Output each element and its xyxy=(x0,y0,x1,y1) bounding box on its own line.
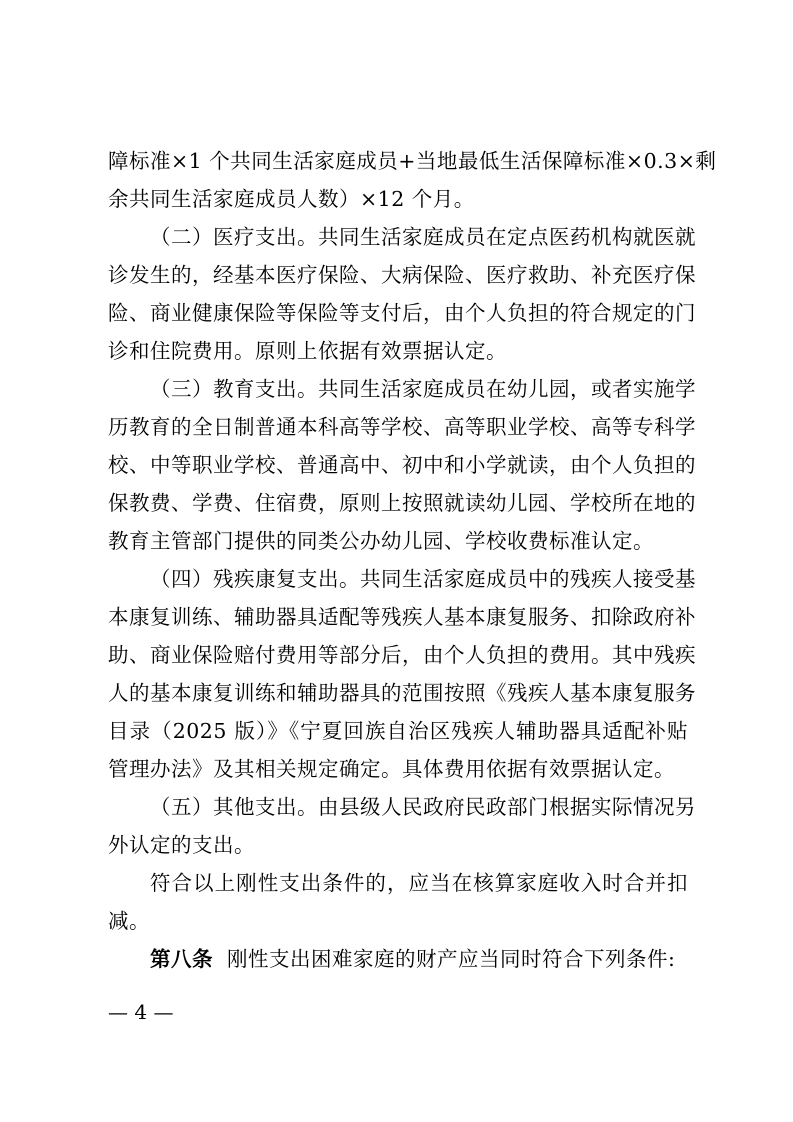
paragraph-education-line: （三）教育支出。共同生活家庭成员在幼儿园，或者实施学 xyxy=(150,377,696,401)
text-line: 余共同生活家庭成员人数）×12 个月。 xyxy=(108,187,475,211)
text-line: 诊发生的，经基本医疗保险、大病保险、医疗救助、补充医疗保 xyxy=(108,263,696,287)
article-heading: 第八条 xyxy=(150,947,213,971)
text-line: 诊和住院费用。原则上依据有效票据认定。 xyxy=(108,339,507,363)
text-line: 障标准×1 个共同生活家庭成员+当地最低生活保障标准×0.3×剩 xyxy=(108,149,717,173)
text-line: 助、商业保险赔付费用等部分后，由个人负担的费用。其中残疾 xyxy=(108,643,696,667)
paragraph-medical-line: （二）医疗支出。共同生活家庭成员在定点医药机构就医就 xyxy=(150,225,696,249)
page-number: — 4 — xyxy=(108,1000,174,1024)
article-text: 刚性支出困难家庭的财产应当同时符合下列条件: xyxy=(227,947,676,971)
paragraph-disability-line: （四）残疾康复支出。共同生活家庭成员中的残疾人接受基 xyxy=(150,567,696,591)
text-line: 外认定的支出。 xyxy=(108,833,255,857)
text-line: 保教费、学费、住宿费，原则上按照就读幼儿园、学校所在地的 xyxy=(108,491,696,515)
text-line: 减。 xyxy=(108,909,150,933)
paragraph-other-line: （五）其他支出。由县级人民政府民政部门根据实际情况另 xyxy=(150,795,696,819)
text-line: 目录（2025 版）》《宁夏回族自治区残疾人辅助器具适配补贴 xyxy=(108,719,688,743)
text-line: 教育主管部门提供的同类公办幼儿园、学校收费标准认定。 xyxy=(108,529,654,553)
text-line: 管理办法》及其相关规定确定。具体费用依据有效票据认定。 xyxy=(108,757,675,781)
paragraph-deduction-line: 符合以上刚性支出条件的，应当在核算家庭收入时合并扣 xyxy=(150,871,688,895)
text-line: 本康复训练、辅助器具适配等残疾人基本康复服务、扣除政府补 xyxy=(108,605,696,629)
text-line: 校、中等职业学校、普通高中、初中和小学就读，由个人负担的 xyxy=(108,453,696,477)
article-eight xyxy=(150,944,688,974)
text-line: 历教育的全日制普通本科高等学校、高等职业学校、高等专科学 xyxy=(108,415,696,439)
text-line: 险、商业健康保险等保险等支付后，由个人负担的符合规定的门 xyxy=(108,301,696,325)
text-line: 人的基本康复训练和辅助器具的范围按照《残疾人基本康复服务 xyxy=(108,681,696,705)
